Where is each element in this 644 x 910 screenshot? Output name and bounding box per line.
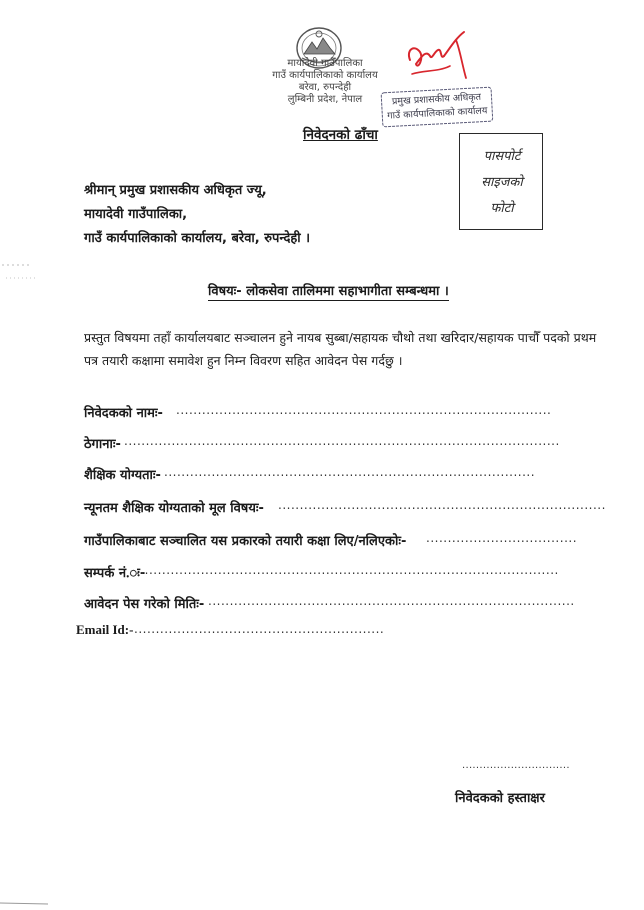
fill-in-dots[interactable]: ..........................................................	[134, 622, 385, 636]
form-title: निवेदनको ढाँचा	[303, 127, 378, 143]
photo-box-line: साइजको	[481, 175, 523, 190]
addressee-line: गाउँ कार्यपालिकाको कार्यालय, बरेवा, रुपन्देही ।	[84, 231, 311, 246]
fill-in-dots[interactable]: ...................................	[426, 531, 578, 545]
field-label: आवेदन पेस गरेको मितिः-	[84, 597, 205, 612]
signature-scribble	[404, 30, 472, 82]
passport-photo-box	[459, 133, 543, 230]
field-label: गाउँपालिकाबाट सञ्चालित यस प्रकारको तयारी कक्षा लिए/नलिएकोः-	[84, 534, 407, 549]
fill-in-dots[interactable]: ......................................................................................	[164, 465, 536, 479]
seal-line: मायादेवी गाउँपालिका	[287, 58, 363, 69]
stamp-line: गाउँ कार्यपालिकाको कार्यालय	[386, 105, 488, 122]
seal-line: गाउँ कार्यपालिकाको कार्यालय	[272, 70, 378, 81]
seal-line: लुम्बिनी प्रदेश, नेपाल	[287, 94, 363, 105]
office-seal	[270, 58, 380, 106]
field-label: सम्पर्क नं.ः-	[84, 566, 146, 581]
signature-label: निवेदकको हस्ताक्षर	[455, 791, 545, 806]
fill-in-dots[interactable]: ..................................................................................................	[136, 563, 559, 577]
photo-box-line: पासपोर्ट	[483, 149, 521, 164]
field-label: न्यूनतम शैक्षिक योग्यताको मूल विषयः-	[84, 501, 264, 516]
field-label: ठेगानाः-	[84, 437, 121, 452]
stamp-line: प्रमुख प्रशासकीय अधिकृत	[391, 91, 482, 108]
field-label: Email Id:-	[76, 622, 134, 637]
scan-mark-icon	[2, 275, 42, 281]
fill-in-dots[interactable]: .......................................................................................	[176, 403, 552, 417]
signature-dots[interactable]: ...............................	[462, 760, 570, 771]
field-label: शैक्षिक योग्यताः-	[84, 468, 161, 483]
fill-in-dots[interactable]: ............................................................................	[278, 498, 606, 512]
body-paragraph: प्रस्तुत विषयमा तहाँ कार्यालयबाट सञ्चालन हुने नायब सुब्बा/सहायक चौथो तथा खरिदार/सहायक पाचौँ पदको प्रथम	[84, 330, 597, 345]
addressee-line: मायादेवी गाउँपालिका,	[84, 207, 188, 222]
subject-line: विषयः- लोकसेवा तालिममा सहाभागीता सम्बन्धमा ।	[208, 281, 449, 301]
official-stamp	[380, 85, 494, 131]
fill-in-dots[interactable]: .....................................................................................................	[124, 434, 560, 448]
scan-mark-icon	[0, 898, 50, 908]
field-label: निवेदकको नामः-	[84, 406, 163, 421]
scan-mark-icon	[2, 262, 42, 268]
addressee-line: श्रीमान् प्रमुख प्रशासकीय अधिकृत ज्यू,	[84, 183, 267, 198]
fill-in-dots[interactable]: .....................................................................................	[208, 594, 575, 608]
body-paragraph: पत्र तयारी कक्षामा समावेश हुन निम्न विवरण सहित आवेदन पेस गर्दछु ।	[84, 353, 403, 368]
seal-line: बरेवा, रुपन्देही	[298, 82, 352, 93]
photo-box-line: फोटो	[490, 201, 514, 216]
